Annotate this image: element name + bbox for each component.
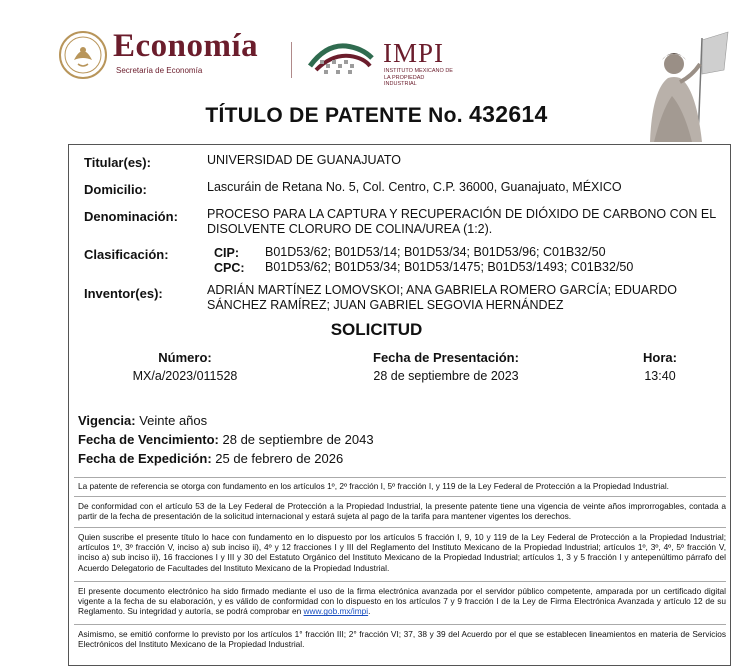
coat-of-arms-icon <box>58 30 108 80</box>
numero-value: MX/a/2023/011528 <box>132 369 238 383</box>
vencimiento-value: 28 de septiembre de 2043 <box>222 432 374 447</box>
vigencia-value: Veinte años <box>139 413 208 428</box>
impi-subtitle: INSTITUTO MEXICANO DE LA PROPIEDAD INDUSTRIAL <box>384 68 453 87</box>
secretaria-logo-text: Economía <box>113 28 259 64</box>
legal-paragraph-4-text: El presente documento electrónico ha sido firmado mediante el uso de la firma electrónica avanzada por el servidor público competente, amparada por un certificado digital vigente a la fecha de su elaboración, y es válido de conformidad con lo dispuesto en los artículos 7 y 9 fracción I de la Ley de Firma Electrónica Avanzada y artículo 12 de su Reglamento. Su integridad y autoría, se podrá comprobar en <box>78 586 726 617</box>
inventores-label: Inventor(es): <box>84 286 163 301</box>
cpc-value: B01D53/62; B01D53/34; B01D53/1475; B01D53/1493; C01B32/50 <box>265 260 634 274</box>
inventores-value: ADRIÁN MARTÍNEZ LOMOVSKOI; ANA GABRIELA ROMERO GARCÍA; EDUARDO SÁNCHEZ RAMÍREZ; JUAN GABRIEL SEGOVIA HERNÁNDEZ <box>207 283 678 312</box>
solicitud-heading: SOLICITUD <box>330 320 423 339</box>
domicilio-label: Domicilio: <box>84 182 147 197</box>
cip-label: CIP: <box>214 246 239 260</box>
denominacion-label: Denominación: <box>84 209 178 224</box>
clasificacion-label: Clasificación: <box>84 247 169 262</box>
divider <box>74 527 726 528</box>
legal-paragraph-2: De conformidad con el artículo 53 de la Ley Federal de Protección a la Propiedad Industrial, la presente patente tiene una vigencia de veinte años improrrogables, contada a partir de la fecha de presentación de la solicitud internacional y estará sujeta al pago de la tarifa para mantener vigentes los derechos. <box>78 501 726 522</box>
title-prefix: TÍTULO DE PATENTE No. <box>205 104 463 127</box>
numero-label: Número: <box>158 350 212 365</box>
vencimiento-label: Fecha de Vencimiento: <box>78 432 219 447</box>
divider <box>74 581 726 582</box>
legal-paragraph-4 <box>78 586 726 617</box>
denominacion-value: PROCESO PARA LA CAPTURA Y RECUPERACIÓN DE DIÓXIDO DE CARBONO CON EL DISOLVENTE CLORURO DE COLINA/UREA (1:2). <box>207 207 716 236</box>
secretaria-subtitle: Secretaría de Economía <box>116 66 203 75</box>
legal-paragraph-3: Quien suscribe el presente título lo hace con fundamento en lo dispuesto por los artículos 5 fracción I, 9, 10 y 119 de la Ley Federal de Protección a la Propiedad Industrial; artículos 1º, 3º fracción V, inciso a) sub inciso ii), 4º y 12 fracciones I y III del Reglamento del Instituto Mexicano de la Propiedad Industrial; artículos 1º, 3º, 4º, 5º fracción V, inciso a) sub inciso ii), 16 fracciones I y III y 30 del Estatuto Orgánico del Instituto Mexicano de la Propiedad Industrial; artículos 1, 3 y 5 fracción I y antepenúltimo párrafo del Acuerdo Delegatorio de Facultades del Instituto Mexicano de la Propiedad Industrial. <box>78 532 726 573</box>
fecha-presentacion-label: Fecha de Presentación: <box>373 350 519 365</box>
expedicion-label: Fecha de Expedición: <box>78 451 212 466</box>
cip-value: B01D53/62; B01D53/14; B01D53/34; B01D53/96; C01B32/50 <box>265 245 606 259</box>
divider <box>74 496 726 497</box>
vigencia-label: Vigencia: <box>78 413 136 428</box>
hora-value: 13:40 <box>644 369 676 383</box>
expedicion-line <box>78 451 343 466</box>
impi-website-link[interactable]: www.gob.mx/impi <box>303 606 369 617</box>
impi-logo-icon <box>306 40 378 80</box>
patent-number: 432614 <box>469 101 548 127</box>
document-title <box>0 101 753 128</box>
expedicion-value: 25 de febrero de 2026 <box>215 451 344 466</box>
hora-label: Hora: <box>643 350 677 365</box>
legal-paragraph-1: La patente de referencia se otorga con fundamento en los artículos 1º, 2º fracción I, 5º fracción I, y 119 de la Ley Federal de Protección a la Propiedad Industrial. <box>78 481 669 491</box>
divider <box>74 477 726 478</box>
legal-paragraph-5: Asimismo, se emitió conforme lo previsto por los artículos 1° fracción III; 2° fracción VI; 37, 38 y 39 del Acuerdo por el que se establecen lineamientos en materia de Servicios Electrónicos del Instituto Mexicano de la Propiedad Industrial. <box>78 629 726 650</box>
titular-label: Titular(es): <box>84 155 151 170</box>
legal-paragraph-4-end: . <box>368 606 371 617</box>
fecha-presentacion-value: 28 de septiembre de 2023 <box>373 369 519 383</box>
header-divider <box>291 42 292 78</box>
cpc-label: CPC: <box>214 261 245 275</box>
divider <box>74 624 726 625</box>
titular-value: UNIVERSIDAD DE GUANAJUATO <box>207 153 402 167</box>
vigencia-line <box>78 413 207 428</box>
domicilio-value: Lascuráin de Retana No. 5, Col. Centro, C.P. 36000, Guanajuato, MÉXICO <box>207 180 622 194</box>
vencimiento-line <box>78 432 374 447</box>
impi-logo-text: IMPI <box>383 38 445 68</box>
